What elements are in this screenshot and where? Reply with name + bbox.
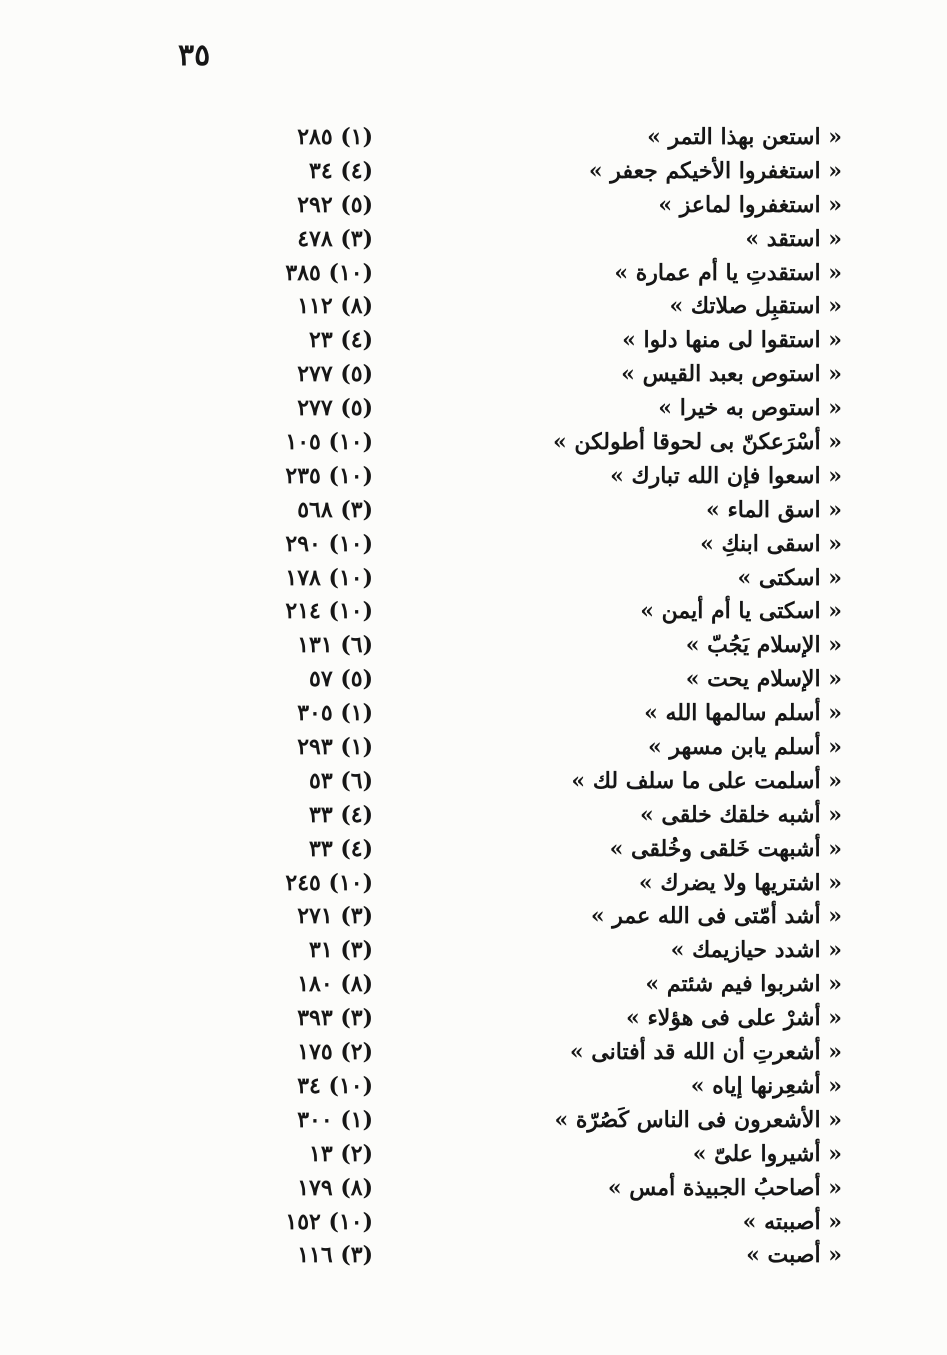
volume-page-reference: (٢) ١٧٥ (297, 1039, 373, 1066)
index-row (0, 594, 947, 628)
hadith-phrase: « أسلم يابن مسهر » (648, 734, 842, 761)
volume-page-reference: (٣) ١١٦ (297, 1242, 373, 1269)
volume-page-reference: (٥) ٥٧ (309, 666, 373, 693)
volume-page-reference: (٥) ٢٩٢ (297, 191, 373, 218)
hadith-phrase: « اسعوا فإن الله تبارك » (610, 462, 842, 489)
volume-page-reference: (١) ٢٨٥ (297, 124, 373, 150)
volume-page-reference: (٣) ٤٧٨ (297, 225, 373, 252)
hadith-phrase: « استغفروا الأخيكم جعفر » (588, 157, 842, 184)
volume-page-reference: (٤) ٣٣ (309, 835, 373, 862)
hadith-phrase: « استقبِل صلاتك » (669, 293, 842, 320)
volume-page-reference: (٥) ٢٧٧ (297, 361, 373, 388)
hadith-phrase: « أصببته » (742, 1208, 842, 1235)
index-row (0, 222, 947, 256)
index-row (0, 866, 947, 900)
hadith-phrase: « أسلم سالمها الله » (644, 700, 842, 727)
volume-page-reference: (١) ٣٠٠ (297, 1106, 373, 1133)
hadith-phrase: « أشيروا علىّ » (692, 1140, 842, 1167)
index-row (0, 425, 947, 459)
hadith-phrase: « اشتريها ولا يضرك » (638, 869, 842, 896)
index-row (0, 459, 947, 493)
index-row (0, 493, 947, 527)
volume-page-reference: (٦) ١٣١ (297, 632, 373, 659)
hadith-phrase: « أشعِرنها إياه » (690, 1072, 842, 1099)
index-row (0, 188, 947, 222)
volume-page-reference: (٤) ٣٣ (309, 801, 373, 828)
volume-page-reference: (١) ٢٩٣ (297, 734, 373, 761)
index-row (0, 323, 947, 357)
index-row (0, 1069, 947, 1103)
index-row (0, 154, 947, 188)
index-row (0, 832, 947, 866)
hadith-phrase: « أسلمت على ما سلف لك » (571, 767, 842, 794)
hadith-phrase: « أشبهت خَلقى وخُلقى » (609, 835, 842, 862)
volume-page-reference: (١٠) ٢١٤ (285, 598, 373, 625)
page-number: ٣٥ (178, 38, 211, 73)
volume-page-reference: (١٠) ٢٩٠ (285, 530, 373, 557)
volume-page-reference: (١٠) ١٧٨ (285, 564, 373, 591)
volume-page-reference: (٥) ٢٧٧ (297, 395, 373, 422)
volume-page-reference: (٤) ٣٤ (309, 157, 373, 184)
hadith-phrase: « أصبت » (746, 1242, 842, 1269)
hadith-phrase: « اسكتى يا أم أيمن » (640, 598, 842, 625)
hadith-phrase: « أشرْ على فى هؤلاء » (626, 1005, 842, 1032)
index-row (0, 527, 947, 561)
hadith-phrase: « اشدد حيازيمك » (670, 937, 842, 964)
index-row (0, 628, 947, 662)
index-row (0, 357, 947, 391)
index-row (0, 1238, 947, 1272)
index-row (0, 561, 947, 595)
volume-page-reference: (٤) ٢٣ (309, 327, 373, 354)
volume-page-reference: (٨) ١٧٩ (297, 1174, 373, 1201)
hadith-phrase: « استعن بهذا التمر » (647, 124, 842, 150)
hadith-phrase: « اسقى ابنكِ » (700, 530, 842, 557)
index-row (0, 1171, 947, 1205)
index-row (0, 1035, 947, 1069)
index-row (0, 696, 947, 730)
hadith-phrase: « استغفروا لماعز » (658, 191, 842, 218)
index-row (0, 899, 947, 933)
hadith-phrase: « استوص به خيرا » (658, 395, 842, 422)
volume-page-reference: (٨) ١١٢ (297, 293, 373, 320)
index-row (0, 391, 947, 425)
hadith-phrase: « استقدتِ يا أم عمارة » (614, 259, 842, 286)
hadith-phrase: « أشد أمّتى فى الله عمر » (590, 903, 842, 930)
index-row (0, 256, 947, 290)
hadith-phrase: « استقد » (745, 225, 842, 252)
volume-page-reference: (١٠) ١٥٢ (285, 1208, 373, 1235)
volume-page-reference: (١٠) ٢٤٥ (285, 869, 373, 896)
hadith-phrase: « اسكتى » (737, 564, 842, 591)
hadith-phrase: « اسق الماء » (706, 496, 842, 523)
volume-page-reference: (١٠) ٢٣٥ (285, 462, 373, 489)
index-row (0, 933, 947, 967)
index-row (0, 764, 947, 798)
hadith-phrase: « الأشعرون فى الناس كَصُرّة » (554, 1106, 842, 1133)
volume-page-reference: (١٠) ١٠٥ (285, 429, 373, 456)
volume-page-reference: (١٠) ٣٤ (297, 1072, 373, 1099)
hadith-phrase: « أسْرَعكنّ بى لحوقا أطولكن » (552, 429, 842, 456)
index-row (0, 730, 947, 764)
volume-page-reference: (٣) ٢٧١ (297, 903, 373, 930)
volume-page-reference: (٦) ٥٣ (309, 767, 373, 794)
volume-page-reference: (١٠) ٣٨٥ (285, 259, 373, 286)
index-row (0, 1137, 947, 1171)
index-row (0, 1205, 947, 1239)
index-row (0, 1001, 947, 1035)
hadith-phrase: « استوص بعبد القيس » (621, 361, 842, 388)
volume-page-reference: (٣) ٣١ (309, 937, 373, 964)
volume-page-reference: (٣) ٥٦٨ (297, 496, 373, 523)
hadith-phrase: « الإسلام يحت » (685, 666, 842, 693)
volume-page-reference: (١) ٣٠٥ (297, 700, 373, 727)
index-list (0, 120, 947, 1272)
hadith-phrase: « استقوا لى منها دلوا » (622, 327, 842, 354)
volume-page-reference: (٣) ٣٩٣ (297, 1005, 373, 1032)
hadith-phrase: « أشبه خلقك خلقى » (639, 801, 842, 828)
hadith-phrase: « اشربوا فيم شئتم » (645, 971, 842, 998)
index-row (0, 289, 947, 323)
hadith-phrase: « أصاحبُ الجبيذة أمس » (607, 1174, 842, 1201)
index-row (0, 1103, 947, 1137)
volume-page-reference: (٨) ١٨٠ (297, 971, 373, 998)
index-row (0, 967, 947, 1001)
hadith-phrase: « أشعرتِ أن الله قد أفتانى » (569, 1039, 842, 1066)
volume-page-reference: (٢) ١٣ (309, 1140, 373, 1167)
index-row (0, 798, 947, 832)
index-row (0, 662, 947, 696)
hadith-phrase: « الإسلام يَجُبّ » (685, 632, 842, 659)
index-row (0, 120, 947, 154)
